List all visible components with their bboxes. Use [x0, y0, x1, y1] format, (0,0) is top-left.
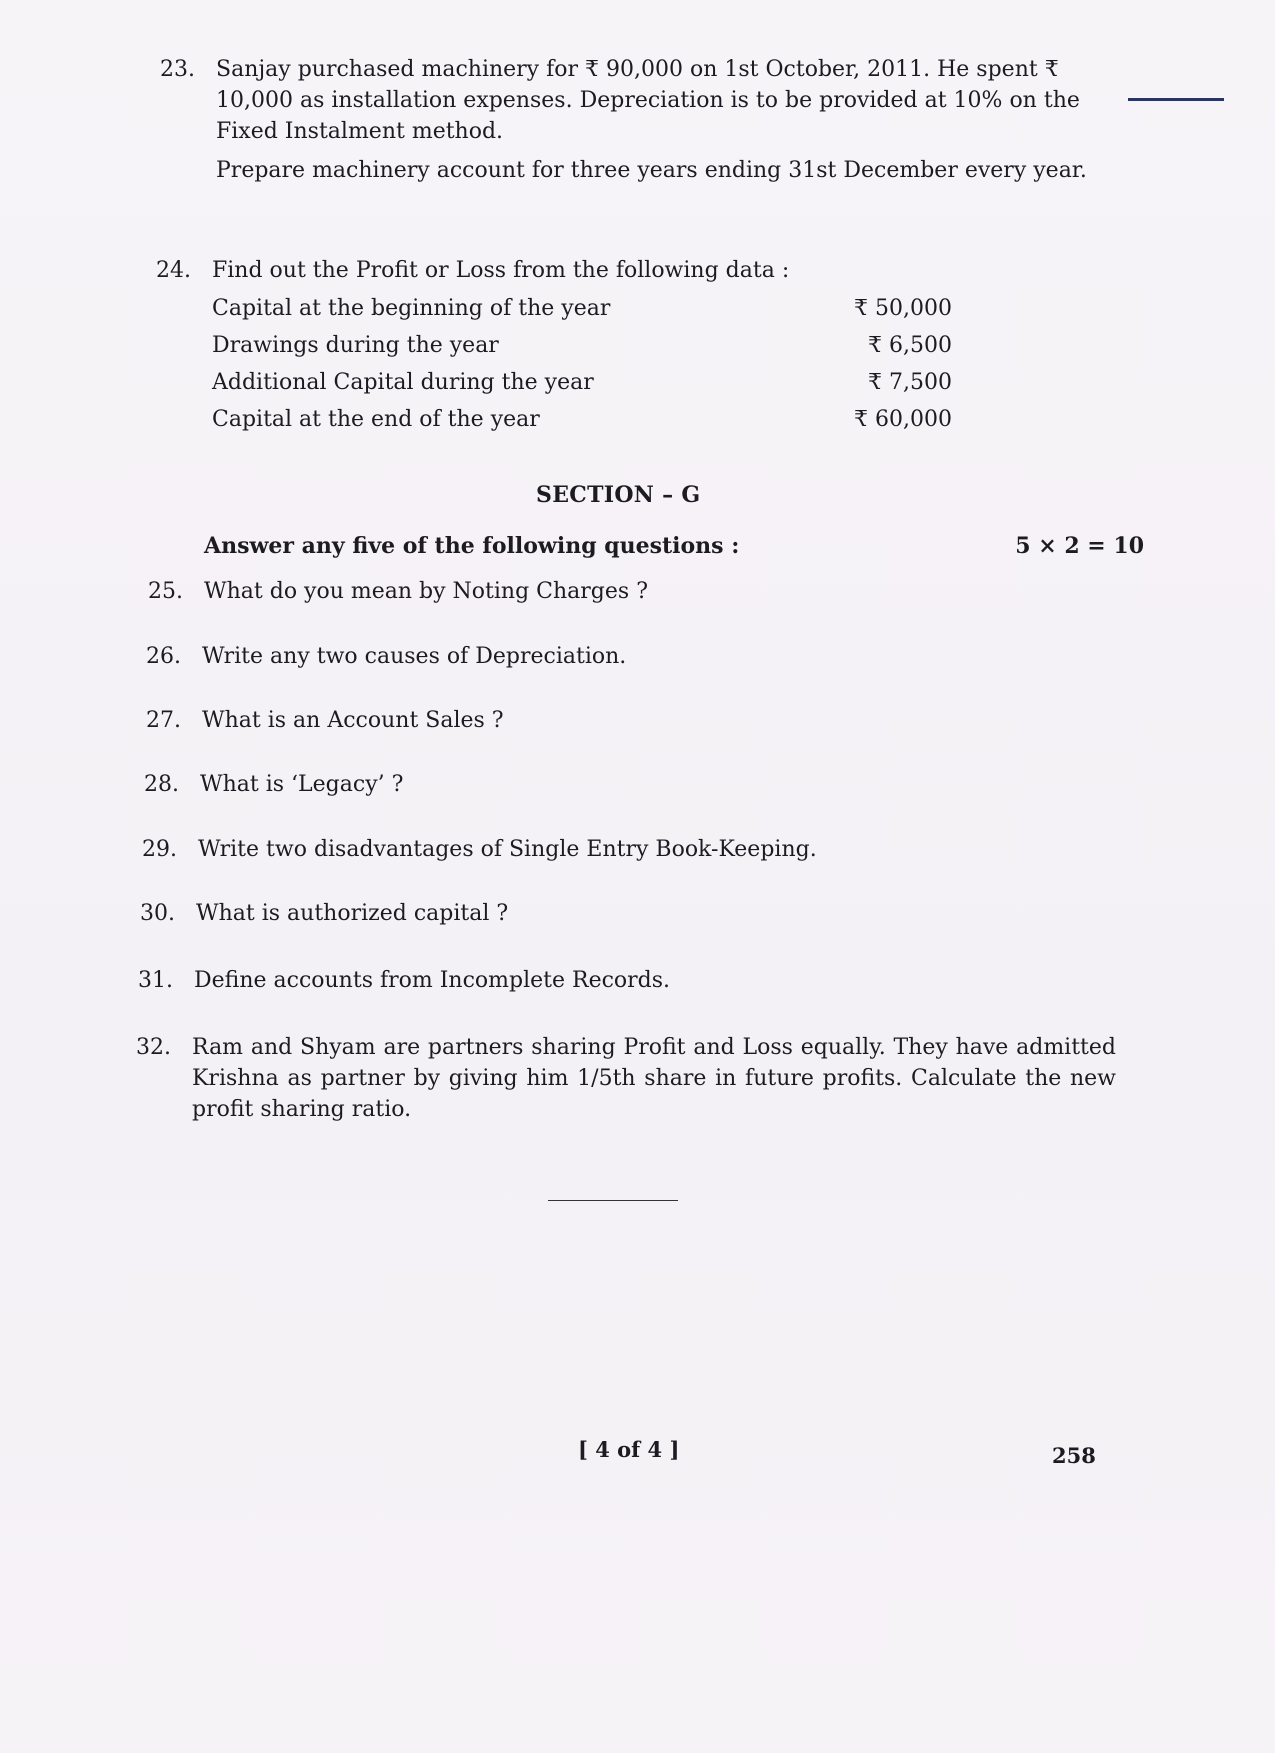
question-text: Write two disadvantages of Single Entry Book-Keeping. [198, 837, 817, 862]
page-indicator: [ 4 of 4 ] [578, 1437, 680, 1462]
question-text: What is an Account Sales ? [202, 708, 504, 733]
question-number: 27. [146, 708, 181, 733]
section-instruction [204, 533, 1144, 559]
question-text: Sanjay purchased machinery for ₹ 90,000 on 1st October, 2011. He spent ₹ 10,000 as installation expenses. Depreciation is to be provided at 10% on the Fixed Instalment method. [216, 57, 1080, 144]
question-number: 26. [146, 644, 181, 669]
question-32 [136, 1032, 1116, 1125]
question-27 [146, 705, 1106, 736]
question-29 [142, 834, 1102, 865]
question-23 [160, 54, 1100, 186]
question-24 [156, 255, 1096, 438]
data-label: Capital at the end of the year [212, 407, 540, 432]
instruction-text: Answer any five of the following questions : [204, 533, 740, 559]
data-value: ₹ 60,000 [854, 407, 952, 432]
question-number: 30. [140, 901, 175, 926]
question-text: What is ‘Legacy’ ? [200, 772, 404, 797]
data-label: Additional Capital during the year [212, 370, 594, 395]
data-value: ₹ 50,000 [854, 296, 952, 321]
question-number: 24. [156, 258, 191, 283]
end-rule [548, 1200, 678, 1201]
data-table [212, 290, 1096, 438]
question-text: Write any two causes of Depreciation. [202, 644, 627, 669]
question-number: 23. [160, 57, 195, 82]
data-value: ₹ 6,500 [868, 333, 952, 358]
question-31 [138, 965, 1098, 996]
question-text: Prepare machinery account for three years ending 31st December every year. [216, 158, 1087, 183]
question-number: 25. [148, 579, 183, 604]
question-text: What is authorized capital ? [196, 901, 509, 926]
data-label: Drawings during the year [212, 333, 499, 358]
question-26 [146, 641, 1106, 672]
data-row [212, 364, 1096, 401]
question-number: 29. [142, 837, 177, 862]
question-number: 28. [144, 772, 179, 797]
question-25 [148, 576, 1108, 607]
data-label: Capital at the beginning of the year [212, 296, 611, 321]
data-row [212, 401, 1096, 438]
question-number: 32. [136, 1035, 171, 1060]
paper-code: 258 [1052, 1443, 1096, 1468]
margin-mark [1128, 98, 1224, 101]
question-text: Define accounts from Incomplete Records. [194, 968, 671, 993]
question-28 [144, 769, 1104, 800]
section-title: SECTION – G [536, 482, 701, 508]
question-text: What do you mean by Noting Charges ? [204, 579, 648, 604]
question-text: Find out the Profit or Loss from the following data : [212, 258, 790, 283]
data-row [212, 290, 1096, 327]
data-value: ₹ 7,500 [868, 370, 952, 395]
question-text: Ram and Shyam are partners sharing Profit and Loss equally. They have admitted Krishna as partner by giving him 1/5th share in future profits. Calculate the new profit sharing ratio. [192, 1035, 1116, 1122]
question-number: 31. [138, 968, 173, 993]
data-row [212, 327, 1096, 364]
marks-text: 5 × 2 = 10 [1015, 533, 1144, 559]
question-30 [140, 898, 1100, 929]
